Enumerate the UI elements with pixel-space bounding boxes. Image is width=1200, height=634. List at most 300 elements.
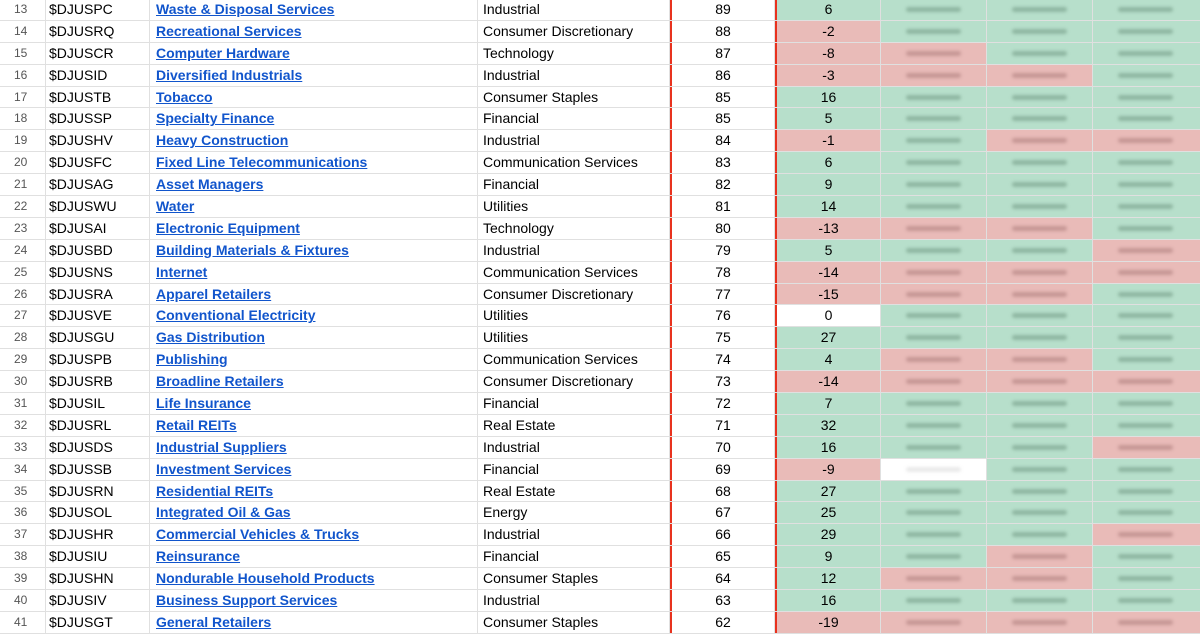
rank-cell[interactable]: 70 <box>670 437 775 458</box>
blurred-value <box>906 335 961 340</box>
change-cell[interactable]: 27 <box>775 327 881 348</box>
sector-cell[interactable]: Consumer Discretionary <box>478 284 670 305</box>
blurred-history-cell[interactable] <box>1093 568 1200 589</box>
blurred-history-cell[interactable] <box>881 240 987 261</box>
rank-cell[interactable]: 84 <box>670 130 775 151</box>
rank-cell[interactable]: 77 <box>670 284 775 305</box>
change-cell[interactable]: -9 <box>775 459 881 480</box>
sector-cell[interactable]: Industrial <box>478 437 670 458</box>
blurred-history-cell[interactable] <box>881 524 987 545</box>
industry-cell[interactable] <box>150 284 478 305</box>
blurred-history-cell[interactable] <box>1093 459 1200 480</box>
blurred-history-cell[interactable] <box>881 393 987 414</box>
sector-cell[interactable]: Financial <box>478 546 670 567</box>
ticker-cell[interactable]: $DJUSHR <box>46 524 150 545</box>
blurred-history-cell[interactable] <box>987 590 1093 611</box>
industry-cell[interactable] <box>150 349 478 370</box>
blurred-history-cell[interactable] <box>1093 65 1200 86</box>
rank-cell[interactable]: 68 <box>670 481 775 502</box>
industry-cell[interactable] <box>150 415 478 436</box>
rank-cell[interactable]: 81 <box>670 196 775 217</box>
change-cell[interactable]: 9 <box>775 174 881 195</box>
rank-cell[interactable]: 73 <box>670 371 775 392</box>
change-cell[interactable]: 9 <box>775 546 881 567</box>
blurred-history-cell[interactable] <box>1093 327 1200 348</box>
blurred-history-cell[interactable] <box>881 349 987 370</box>
row-number[interactable]: 17 <box>0 87 46 108</box>
change-cell[interactable]: 16 <box>775 590 881 611</box>
rank-cell[interactable]: 86 <box>670 65 775 86</box>
blurred-value <box>1012 313 1067 318</box>
change-cell[interactable]: 6 <box>775 152 881 173</box>
rank-cell[interactable]: 69 <box>670 459 775 480</box>
ticker-cell[interactable]: $DJUSIU <box>46 546 150 567</box>
industry-link[interactable]: Publishing <box>156 351 228 368</box>
ticker-cell[interactable]: $DJUSBD <box>46 240 150 261</box>
blurred-value <box>1012 7 1067 12</box>
blurred-history-cell[interactable] <box>987 349 1093 370</box>
rank-cell[interactable]: 76 <box>670 305 775 326</box>
industry-link[interactable]: Tobacco <box>156 88 213 105</box>
industry-cell[interactable] <box>150 65 478 86</box>
row-number[interactable]: 21 <box>0 174 46 195</box>
sector-cell[interactable]: Energy <box>478 502 670 523</box>
blurred-value <box>906 270 961 275</box>
industry-cell[interactable] <box>150 43 478 64</box>
blurred-history-cell[interactable] <box>881 152 987 173</box>
blurred-history-cell[interactable] <box>881 415 987 436</box>
blurred-history-cell[interactable] <box>881 590 987 611</box>
blurred-history-cell[interactable] <box>987 459 1093 480</box>
sector-cell[interactable]: Consumer Discretionary <box>478 371 670 392</box>
ticker-cell[interactable]: $DJUSRA <box>46 284 150 305</box>
row-number[interactable]: 20 <box>0 152 46 173</box>
ticker-cell[interactable]: $DJUSCR <box>46 43 150 64</box>
change-cell[interactable]: -14 <box>775 262 881 283</box>
ticker-cell[interactable]: $DJUSRQ <box>46 21 150 42</box>
industry-link[interactable]: Waste & Disposal Services <box>156 1 335 17</box>
industry-link[interactable]: Heavy Construction <box>156 132 289 149</box>
industry-cell[interactable] <box>150 87 478 108</box>
blurred-history-cell[interactable] <box>987 568 1093 589</box>
change-cell[interactable]: -2 <box>775 21 881 42</box>
table-row <box>0 152 1200 174</box>
blurred-history-cell[interactable] <box>987 437 1093 458</box>
blurred-history-cell[interactable] <box>1093 262 1200 283</box>
industry-link[interactable]: Residential REITs <box>156 482 274 499</box>
rank-cell[interactable]: 80 <box>670 218 775 239</box>
industry-link[interactable]: Gas Distribution <box>156 329 265 346</box>
rank-cell[interactable]: 75 <box>670 327 775 348</box>
table-row <box>0 240 1200 262</box>
row-number[interactable]: 28 <box>0 327 46 348</box>
row-number[interactable]: 34 <box>0 459 46 480</box>
change-cell[interactable]: 16 <box>775 437 881 458</box>
sector-cell[interactable]: Industrial <box>478 590 670 611</box>
blurred-history-cell[interactable] <box>987 196 1093 217</box>
blurred-history-cell[interactable] <box>881 262 987 283</box>
change-cell[interactable]: 32 <box>775 415 881 436</box>
industry-link[interactable]: Broadline Retailers <box>156 373 284 390</box>
ticker-cell[interactable]: $DJUSAG <box>46 174 150 195</box>
industry-cell[interactable] <box>150 371 478 392</box>
blurred-value <box>1012 292 1067 297</box>
change-cell[interactable]: -19 <box>775 612 881 633</box>
sector-cell[interactable]: Industrial <box>478 0 670 20</box>
blurred-history-cell[interactable] <box>1093 524 1200 545</box>
row-number[interactable]: 19 <box>0 130 46 151</box>
rank-cell[interactable]: 85 <box>670 108 775 129</box>
blurred-history-cell[interactable] <box>881 196 987 217</box>
blurred-history-cell[interactable] <box>987 43 1093 64</box>
blurred-history-cell[interactable] <box>1093 0 1200 20</box>
sector-cell[interactable]: Financial <box>478 108 670 129</box>
row-number[interactable]: 40 <box>0 590 46 611</box>
industry-cell[interactable] <box>150 218 478 239</box>
rank-cell[interactable]: 85 <box>670 87 775 108</box>
ticker-cell[interactable]: $DJUSPB <box>46 349 150 370</box>
blurred-history-cell[interactable] <box>1093 87 1200 108</box>
blurred-history-cell[interactable] <box>987 393 1093 414</box>
blurred-history-cell[interactable] <box>1093 21 1200 42</box>
blurred-history-cell[interactable] <box>1093 174 1200 195</box>
blurred-history-cell[interactable] <box>881 546 987 567</box>
ticker-cell[interactable]: $DJUSIV <box>46 590 150 611</box>
sector-cell[interactable]: Communication Services <box>478 152 670 173</box>
change-cell[interactable]: 7 <box>775 393 881 414</box>
ticker-cell[interactable]: $DJUSVE <box>46 305 150 326</box>
blurred-history-cell[interactable] <box>987 284 1093 305</box>
ticker-cell[interactable]: $DJUSGT <box>46 612 150 633</box>
industry-cell[interactable] <box>150 393 478 414</box>
change-cell[interactable]: -3 <box>775 65 881 86</box>
industry-cell[interactable] <box>150 459 478 480</box>
industry-cell[interactable] <box>150 0 478 20</box>
ticker-cell[interactable]: $DJUSTB <box>46 87 150 108</box>
row-number[interactable]: 39 <box>0 568 46 589</box>
blurred-history-cell[interactable] <box>1093 546 1200 567</box>
blurred-history-cell[interactable] <box>987 0 1093 20</box>
rank-cell[interactable]: 82 <box>670 174 775 195</box>
blurred-history-cell[interactable] <box>1093 502 1200 523</box>
ticker-cell[interactable]: $DJUSHV <box>46 130 150 151</box>
sector-cell[interactable]: Communication Services <box>478 262 670 283</box>
rank-cell[interactable]: 78 <box>670 262 775 283</box>
rank-cell[interactable]: 71 <box>670 415 775 436</box>
table-row <box>0 568 1200 590</box>
rank-cell[interactable]: 72 <box>670 393 775 414</box>
blurred-history-cell[interactable] <box>881 0 987 20</box>
sector-cell[interactable]: Real Estate <box>478 415 670 436</box>
blurred-history-cell[interactable] <box>881 174 987 195</box>
ticker-cell[interactable]: $DJUSFC <box>46 152 150 173</box>
ticker-cell[interactable]: $DJUSNS <box>46 262 150 283</box>
industry-cell[interactable] <box>150 130 478 151</box>
change-cell[interactable]: 16 <box>775 87 881 108</box>
blurred-history-cell[interactable] <box>987 524 1093 545</box>
industry-link[interactable]: Industrial Suppliers <box>156 438 287 455</box>
blurred-value <box>1118 248 1173 253</box>
change-cell[interactable]: -13 <box>775 218 881 239</box>
blurred-history-cell[interactable] <box>1093 437 1200 458</box>
sector-cell[interactable]: Consumer Discretionary <box>478 21 670 42</box>
blurred-history-cell[interactable] <box>987 87 1093 108</box>
row-number[interactable]: 16 <box>0 65 46 86</box>
change-cell[interactable]: 5 <box>775 240 881 261</box>
industry-link[interactable]: Life Insurance <box>156 395 251 412</box>
blurred-history-cell[interactable] <box>881 87 987 108</box>
row-number[interactable]: 23 <box>0 218 46 239</box>
sector-cell[interactable]: Technology <box>478 218 670 239</box>
change-cell[interactable]: -8 <box>775 43 881 64</box>
row-number[interactable]: 32 <box>0 415 46 436</box>
blurred-history-cell[interactable] <box>987 65 1093 86</box>
blurred-history-cell[interactable] <box>987 21 1093 42</box>
table-row <box>0 393 1200 415</box>
ticker-cell[interactable]: $DJUSSB <box>46 459 150 480</box>
rank-cell[interactable]: 67 <box>670 502 775 523</box>
change-cell[interactable]: -14 <box>775 371 881 392</box>
sector-cell[interactable]: Utilities <box>478 327 670 348</box>
blurred-value <box>1118 116 1173 121</box>
blurred-history-cell[interactable] <box>881 568 987 589</box>
change-cell[interactable]: 12 <box>775 568 881 589</box>
industry-cell[interactable] <box>150 524 478 545</box>
sector-cell[interactable]: Financial <box>478 393 670 414</box>
sector-cell[interactable]: Communication Services <box>478 349 670 370</box>
blurred-history-cell[interactable] <box>1093 393 1200 414</box>
blurred-history-cell[interactable] <box>1093 108 1200 129</box>
change-cell[interactable]: -1 <box>775 130 881 151</box>
rank-cell[interactable]: 63 <box>670 590 775 611</box>
blurred-history-cell[interactable] <box>881 459 987 480</box>
sector-cell[interactable]: Financial <box>478 459 670 480</box>
blurred-history-cell[interactable] <box>1093 240 1200 261</box>
row-number[interactable]: 27 <box>0 305 46 326</box>
blurred-history-cell[interactable] <box>987 262 1093 283</box>
blurred-history-cell[interactable] <box>1093 371 1200 392</box>
industry-link[interactable]: Apparel Retailers <box>156 285 272 302</box>
ticker-cell[interactable]: $DJUSSP <box>46 108 150 129</box>
sector-cell[interactable]: Technology <box>478 43 670 64</box>
industry-link[interactable]: Fixed Line Telecommunications <box>156 154 368 171</box>
sector-cell[interactable]: Industrial <box>478 65 670 86</box>
row-number[interactable]: 33 <box>0 437 46 458</box>
row-number[interactable]: 30 <box>0 371 46 392</box>
industry-cell[interactable] <box>150 174 478 195</box>
industry-link[interactable]: Retail REITs <box>156 416 237 433</box>
blurred-history-cell[interactable] <box>1093 481 1200 502</box>
ticker-cell[interactable]: $DJUSGU <box>46 327 150 348</box>
blurred-history-cell[interactable] <box>987 108 1093 129</box>
industry-cell[interactable] <box>150 196 478 217</box>
industry-link[interactable]: Water <box>156 198 195 215</box>
industry-link[interactable]: Specialty Finance <box>156 110 275 127</box>
blurred-history-cell[interactable] <box>1093 218 1200 239</box>
ticker-cell[interactable]: $DJUSRN <box>46 481 150 502</box>
row-number[interactable]: 29 <box>0 349 46 370</box>
change-cell[interactable]: 0 <box>775 305 881 326</box>
rank-cell[interactable]: 79 <box>670 240 775 261</box>
row-number[interactable]: 22 <box>0 196 46 217</box>
sector-cell[interactable]: Real Estate <box>478 481 670 502</box>
change-cell[interactable]: 4 <box>775 349 881 370</box>
blurred-history-cell[interactable] <box>881 130 987 151</box>
industry-cell[interactable] <box>150 240 478 261</box>
industry-link[interactable]: Building Materials & Fixtures <box>156 241 349 258</box>
row-number[interactable]: 41 <box>0 612 46 633</box>
industry-link[interactable]: Asset Managers <box>156 176 264 193</box>
rank-cell[interactable]: 88 <box>670 21 775 42</box>
row-number[interactable]: 36 <box>0 502 46 523</box>
ticker-cell[interactable]: $DJUSWU <box>46 196 150 217</box>
row-number[interactable]: 37 <box>0 524 46 545</box>
row-number[interactable]: 14 <box>0 21 46 42</box>
blurred-history-cell[interactable] <box>987 481 1093 502</box>
sector-cell[interactable]: Industrial <box>478 130 670 151</box>
industry-link[interactable]: Conventional Electricity <box>156 307 316 324</box>
blurred-history-cell[interactable] <box>881 502 987 523</box>
industry-link[interactable]: Integrated Oil & Gas <box>156 504 291 521</box>
industry-cell[interactable] <box>150 437 478 458</box>
rank-cell[interactable]: 62 <box>670 612 775 633</box>
rank-cell[interactable]: 83 <box>670 152 775 173</box>
blurred-history-cell[interactable] <box>881 218 987 239</box>
industry-cell[interactable] <box>150 327 478 348</box>
industry-link[interactable]: Business Support Services <box>156 592 338 609</box>
blurred-history-cell[interactable] <box>1093 152 1200 173</box>
blurred-history-cell[interactable] <box>1093 590 1200 611</box>
row-number[interactable]: 25 <box>0 262 46 283</box>
change-cell[interactable]: 6 <box>775 0 881 20</box>
change-cell[interactable]: 25 <box>775 502 881 523</box>
blurred-history-cell[interactable] <box>1093 43 1200 64</box>
blurred-history-cell[interactable] <box>987 174 1093 195</box>
row-number[interactable]: 24 <box>0 240 46 261</box>
rank-cell[interactable]: 66 <box>670 524 775 545</box>
row-number[interactable]: 13 <box>0 0 46 20</box>
industry-cell[interactable] <box>150 108 478 129</box>
blurred-history-cell[interactable] <box>987 546 1093 567</box>
blurred-history-cell[interactable] <box>881 108 987 129</box>
industry-link[interactable]: General Retailers <box>156 613 272 630</box>
blurred-history-cell[interactable] <box>881 371 987 392</box>
change-cell[interactable]: 5 <box>775 108 881 129</box>
blurred-value <box>906 423 961 428</box>
industry-link[interactable]: Investment Services <box>156 460 292 477</box>
blurred-history-cell[interactable] <box>987 415 1093 436</box>
blurred-history-cell[interactable] <box>987 240 1093 261</box>
blurred-history-cell[interactable] <box>1093 305 1200 326</box>
industry-cell[interactable] <box>150 590 478 611</box>
blurred-history-cell[interactable] <box>1093 349 1200 370</box>
industry-cell[interactable] <box>150 568 478 589</box>
industry-cell[interactable] <box>150 21 478 42</box>
blurred-history-cell[interactable] <box>987 130 1093 151</box>
blurred-history-cell[interactable] <box>881 305 987 326</box>
blurred-history-cell[interactable] <box>1093 415 1200 436</box>
blurred-history-cell[interactable] <box>987 502 1093 523</box>
blurred-history-cell[interactable] <box>881 284 987 305</box>
ticker-cell[interactable]: $DJUSIL <box>46 393 150 414</box>
sector-cell[interactable]: Financial <box>478 174 670 195</box>
industry-cell[interactable] <box>150 502 478 523</box>
row-number[interactable]: 15 <box>0 43 46 64</box>
blurred-value <box>1012 160 1067 165</box>
blurred-history-cell[interactable] <box>987 218 1093 239</box>
ticker-cell[interactable]: $DJUSID <box>46 65 150 86</box>
industry-link[interactable]: Commercial Vehicles & Trucks <box>156 526 360 543</box>
rank-cell[interactable]: 64 <box>670 568 775 589</box>
row-number[interactable]: 35 <box>0 481 46 502</box>
sector-cell[interactable]: Consumer Staples <box>478 87 670 108</box>
blurred-history-cell[interactable] <box>987 327 1093 348</box>
blurred-history-cell[interactable] <box>881 43 987 64</box>
row-number[interactable]: 18 <box>0 108 46 129</box>
blurred-history-cell[interactable] <box>881 481 987 502</box>
rank-cell[interactable]: 65 <box>670 546 775 567</box>
industry-cell[interactable] <box>150 262 478 283</box>
blurred-history-cell[interactable] <box>881 65 987 86</box>
industry-link[interactable]: Reinsurance <box>156 548 241 565</box>
change-cell[interactable]: 27 <box>775 481 881 502</box>
industry-link[interactable]: Recreational Services <box>156 22 302 39</box>
sector-cell[interactable]: Utilities <box>478 305 670 326</box>
blurred-history-cell[interactable] <box>881 437 987 458</box>
blurred-history-cell[interactable] <box>1093 130 1200 151</box>
sector-cell[interactable]: Consumer Staples <box>478 612 670 633</box>
blurred-value <box>906 532 961 537</box>
industry-cell[interactable] <box>150 305 478 326</box>
row-number[interactable]: 31 <box>0 393 46 414</box>
row-number[interactable]: 26 <box>0 284 46 305</box>
blurred-history-cell[interactable] <box>987 305 1093 326</box>
ticker-cell[interactable]: $DJUSAI <box>46 218 150 239</box>
rank-cell[interactable]: 74 <box>670 349 775 370</box>
ticker-cell[interactable]: $DJUSHN <box>46 568 150 589</box>
ticker-cell[interactable]: $DJUSOL <box>46 502 150 523</box>
blurred-history-cell[interactable] <box>987 371 1093 392</box>
rank-cell[interactable]: 89 <box>670 0 775 20</box>
industry-cell[interactable] <box>150 152 478 173</box>
industry-link[interactable]: Diversified Industrials <box>156 66 303 83</box>
sector-cell[interactable]: Industrial <box>478 524 670 545</box>
blurred-history-cell[interactable] <box>987 152 1093 173</box>
sector-cell[interactable]: Industrial <box>478 240 670 261</box>
blurred-history-cell[interactable] <box>881 327 987 348</box>
ticker-cell[interactable]: $DJUSDS <box>46 437 150 458</box>
row-number[interactable]: 38 <box>0 546 46 567</box>
rank-cell[interactable]: 87 <box>670 43 775 64</box>
industry-link[interactable]: Internet <box>156 263 208 280</box>
change-cell[interactable]: 29 <box>775 524 881 545</box>
change-cell[interactable]: -15 <box>775 284 881 305</box>
industry-link[interactable]: Nondurable Household Products <box>156 570 375 587</box>
change-cell[interactable]: 14 <box>775 196 881 217</box>
blurred-history-cell[interactable] <box>1093 196 1200 217</box>
sector-cell[interactable]: Consumer Staples <box>478 568 670 589</box>
blurred-history-cell[interactable] <box>881 21 987 42</box>
industry-link[interactable]: Electronic Equipment <box>156 219 300 236</box>
ticker-cell[interactable]: $DJUSRB <box>46 371 150 392</box>
ticker-cell[interactable]: $DJUSRL <box>46 415 150 436</box>
sector-cell[interactable]: Utilities <box>478 196 670 217</box>
blurred-history-cell[interactable] <box>1093 284 1200 305</box>
industry-link[interactable]: Computer Hardware <box>156 44 290 61</box>
industry-cell[interactable] <box>150 481 478 502</box>
ticker-cell[interactable]: $DJUSPC <box>46 0 150 20</box>
industry-cell[interactable] <box>150 546 478 567</box>
